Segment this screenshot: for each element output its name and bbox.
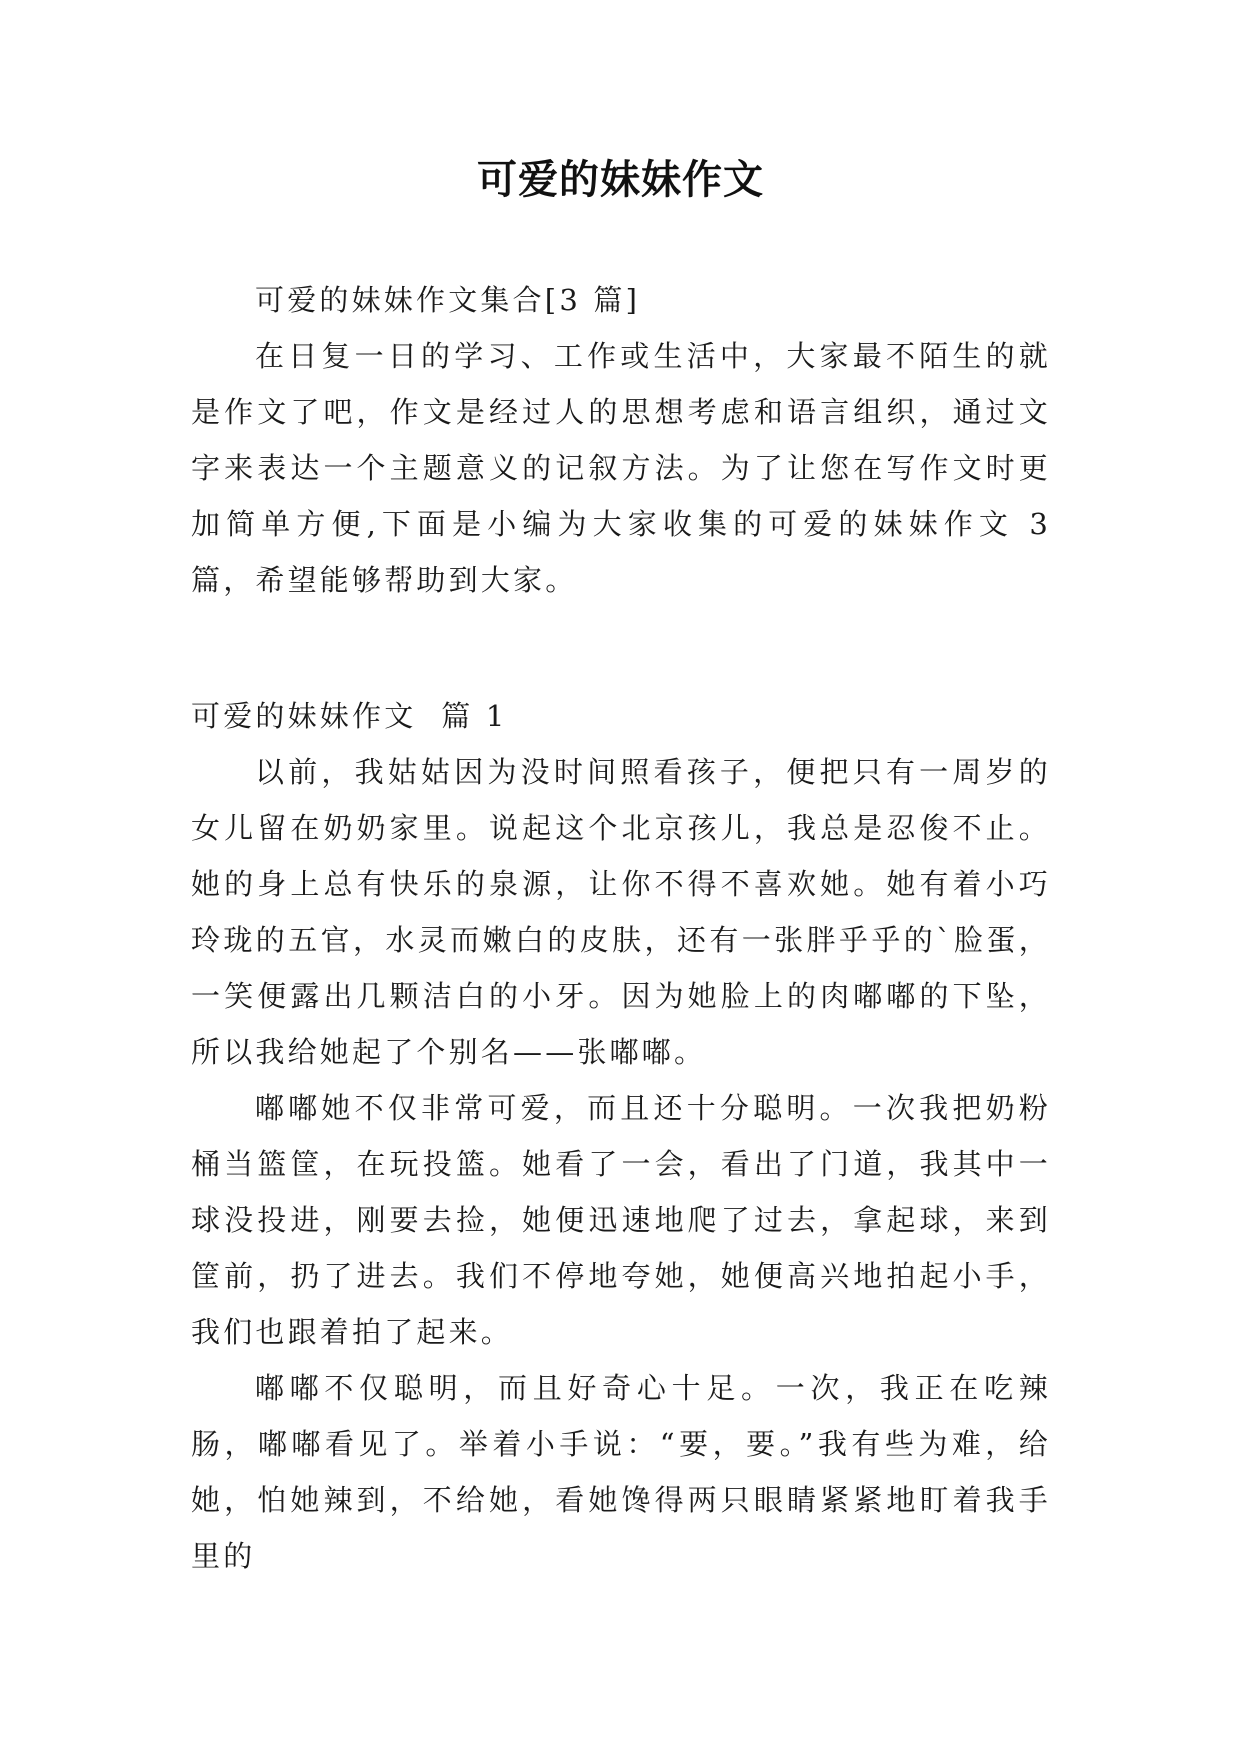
section-heading: 可爱的妹妹作文 篇 1 <box>191 699 508 733</box>
document-title: 可爱的妹妹作文 <box>477 157 764 203</box>
essay-section-1 <box>191 688 1051 1584</box>
collection-subtitle: 可爱的妹妹作文集合[3 篇] <box>255 283 641 317</box>
essay-paragraph: 以前，我姑姑因为没时间照看孩子，便把只有一周岁的女儿留在奶奶家里。说起这个北京孩儿，我总是忍俊不止。她的身上总有快乐的泉源，让你不得不喜欢她。她有着小巧玲珑的五官，水灵而嫩白的皮肤，还有一张胖乎乎的`脸蛋，一笑便露出几颗洁白的小牙。因为她脸上的肉嘟嘟的下坠，所以我给她起了个别名——张嘟嘟。 <box>191 755 1051 1069</box>
essay-paragraph: 嘟嘟不仅聪明，而且好奇心十足。一次，我正在吃辣肠，嘟嘟看见了。举着小手说：“要，要。”我有些为难，给她，怕她辣到，不给她，看她馋得两只眼睛紧紧地盯着我手里的 <box>191 1371 1051 1573</box>
intro-block <box>191 272 1051 608</box>
essay-paragraph: 嘟嘟她不仅非常可爱，而且还十分聪明。一次我把奶粉桶当篮筐，在玩投篮。她看了一会，看出了门道，我其中一球没投进，刚要去捡，她便迅速地爬了过去，拿起球，来到筐前，扔了进去。我们不停地夸她，她便高兴地拍起小手，我们也跟着拍了起来。 <box>191 1091 1051 1349</box>
intro-paragraph: 在日复一日的学习、工作或生活中，大家最不陌生的就是作文了吧，作文是经过人的思想考虑和语言组织，通过文字来表达一个主题意义的记叙方法。为了让您在写作文时更加简单方便,下面是小编为大家收集的可爱的妹妹作文 3 篇，希望能够帮助到大家。 <box>191 339 1051 597</box>
